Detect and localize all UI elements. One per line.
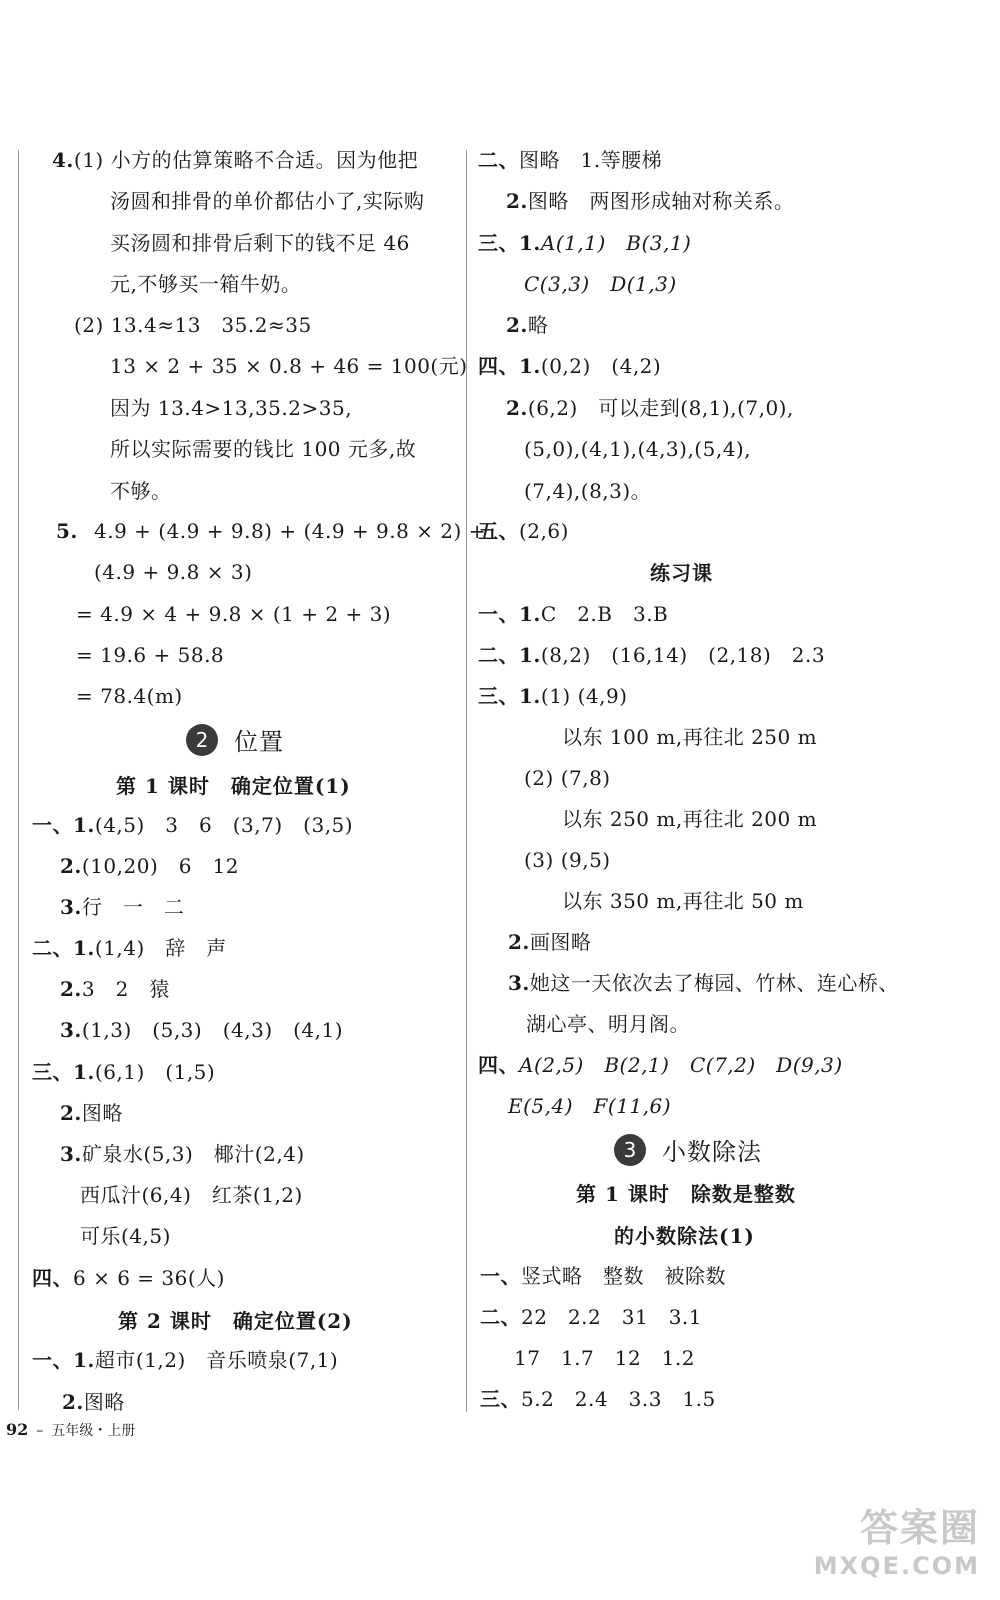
answer-label: 2. [506,189,528,213]
answer-text: 图略 [83,1390,125,1414]
answer-line [32,1058,215,1086]
answer-line [60,1099,123,1127]
answer-line [562,723,817,751]
answer-label: 5. [56,519,78,543]
answer-line [62,1388,125,1416]
answer-label: 2. [60,977,82,1001]
answer-text: 图略 1.等腰梯 [519,148,663,172]
lesson-title: 第 1 课时 除数是整数 [576,1182,796,1206]
site-watermark [814,1497,980,1580]
answer-line [76,682,183,710]
answer-line [60,1140,305,1168]
answer-line [60,852,239,880]
answer-text: 西瓜汁(6,4) 红茶(1,2) [80,1183,303,1207]
answer-label: 一、 [480,1264,521,1288]
watermark-logo: 答案圈 [859,1506,980,1550]
answer-text: (6,2) 可以走到(8,1),(7,0), [527,396,794,420]
answer-line [478,641,825,669]
answer-label: 3. [60,895,82,919]
answer-line [508,1092,671,1120]
answer-line [110,270,301,298]
answer-text: (1,4) 辞 声 [94,936,227,960]
lesson-title: 练习课 [650,561,713,585]
answer-line [32,1346,338,1374]
answer-line [524,477,651,505]
chapter-number-badge: 3 [614,1134,646,1166]
answer-label: 2. [60,1101,82,1125]
lesson-title: 第 1 课时 确定位置(1) [116,774,351,798]
answer-text: (5,0),(4,1),(4,3),(5,4), [524,437,752,461]
chapter-number-badge: 2 [186,724,218,756]
answer-line [32,934,227,962]
answer-label: 二、1. [32,936,95,960]
answer-line [478,146,662,174]
answer-text: 画图略 [529,930,592,954]
answer-line [514,1344,695,1372]
answer-text: 图略 两图形成轴对称关系。 [527,189,795,213]
answer-text: 13 × 2 + 35 × 0.8 + 46 = 100(元) [110,354,468,378]
answer-label: 一、1. [478,602,541,626]
answer-line [80,1181,303,1209]
answer-text: (7,4),(8,3)。 [524,479,652,503]
answer-text: 5.2 2.4 3.3 1.5 [521,1387,716,1411]
answer-label: 四、 [32,1266,73,1290]
answer-line [80,1222,171,1250]
watermark-url: MXQE.COM [813,1552,980,1580]
answer-text: (1,3) (5,3) (4,3) (4,1) [81,1018,344,1042]
answer-line [478,1051,843,1079]
answer-label: 四、 [478,1053,519,1077]
answer-line [506,394,794,422]
answer-text: C 2.B 3.B [540,602,669,626]
answer-text: 竖式略 整数 被除数 [521,1264,726,1288]
chapter-heading [614,1132,762,1167]
answer-line [60,975,170,1003]
answer-text: 以东 350 m,再往北 50 m [562,889,804,913]
answer-label: 4. [52,148,74,172]
lesson-title: 第 2 课时 确定位置(2) [118,1309,353,1333]
answer-line [110,229,410,257]
chapter-heading [186,722,284,757]
answer-label: 二、1. [478,643,541,667]
answer-line [526,1010,690,1038]
answer-label: 一、1. [32,813,95,837]
answer-line [110,435,416,463]
answer-text: (2,6) [519,519,569,543]
answer-label: 2. [508,930,530,954]
answer-line [524,846,611,874]
lesson-title-continued: 的小数除法(1) [614,1224,755,1248]
answer-line [480,1303,702,1331]
answer-label: 二、 [480,1305,521,1329]
answer-label: 2. [506,313,528,337]
footer-dash: – [36,1423,44,1439]
answer-label: 2. [506,396,528,420]
answer-text: 以东 250 m,再往北 200 m [562,807,818,831]
answer-text: 3 2 猿 [81,977,170,1001]
answer-line [94,558,252,586]
answer-line [562,805,817,833]
chapter-title: 小数除法 [662,1138,762,1166]
answer-text: A(2,5) B(2,1) C(7,2) D(9,3) [519,1053,843,1077]
answer-text: (2) 13.4≈13 35.2≈35 [74,313,312,337]
column-divider [466,150,467,1412]
answer-text: 17 1.7 12 1.2 [514,1346,696,1370]
answer-label: 三、1. [478,684,541,708]
answer-line [508,928,591,956]
answer-line [52,146,418,174]
answer-text: (1) (4,9) [540,684,628,708]
answer-line [478,229,691,257]
answer-text: = 19.6 + 58.8 [76,643,225,667]
chapter-title: 位置 [234,728,284,756]
answer-label: 五、 [478,519,519,543]
answer-text: (4,5) 3 6 (3,7) (3,5) [94,813,354,837]
answer-text: 可乐(4,5) [80,1224,171,1248]
answer-line [506,187,794,215]
answer-text: 行 一 二 [81,895,185,919]
answer-text: 买汤圆和排骨后剩下的钱不足 46 [110,231,410,255]
answer-text: C(3,3) D(1,3) [524,272,677,296]
answer-label: 三、1. [32,1060,95,1084]
answer-line [478,682,628,710]
answer-text: E(5,4) F(11,6) [508,1094,672,1118]
answer-label: 2. [62,1390,84,1414]
answer-text: 图略 [81,1101,123,1125]
answer-line [74,311,312,339]
answer-line [478,600,668,628]
page-number: 92 [6,1420,29,1439]
answer-text: = 4.9 × 4 + 9.8 × (1 + 2 + 3) [76,602,392,626]
answer-text: = 78.4(m) [76,684,183,708]
answer-line [60,893,184,921]
answer-text: 22 2.2 31 3.1 [521,1305,703,1329]
answer-line [110,394,352,422]
answer-line [76,600,391,628]
answer-text: 不够。 [110,479,172,503]
answer-line [32,811,353,839]
answer-text: 略 [527,313,549,337]
answer-line [110,352,468,380]
answer-line [478,352,661,380]
answer-line [562,887,804,915]
answer-line [524,435,751,463]
answer-line [508,969,899,997]
answer-text: 汤圆和排骨的单价都估小了,实际购 [110,189,425,213]
answer-line [478,517,569,545]
answer-line [56,517,486,545]
answer-text: 湖心亭、明月阁。 [526,1012,690,1036]
answer-text: (0,2) (4,2) [540,354,662,378]
answer-text: (4.9 + 9.8 × 3) [94,560,253,584]
answer-line [524,270,677,298]
answer-label: 三、 [480,1387,521,1411]
answer-text: 因为 13.4>13,35.2>35, [110,396,353,420]
answer-line [524,764,611,792]
answer-text: 矿泉水(5,3) 椰汁(2,4) [81,1142,305,1166]
answer-text: 超市(1,2) 音乐喷泉(7,1) [94,1348,339,1372]
answer-line [110,187,424,215]
answer-text: (2) (7,8) [524,766,611,790]
page-footer [6,1420,135,1440]
answer-label: 四、1. [478,354,541,378]
answer-text: A(1,1) B(3,1) [540,231,692,255]
answer-text: 所以实际需要的钱比 100 元多,故 [110,437,417,461]
answer-text: (8,2) (16,14) (2,18) 2.3 [540,643,826,667]
answer-line [60,1016,343,1044]
answer-line [110,477,172,505]
answer-label: 一、1. [32,1348,95,1372]
answer-label: 2. [60,854,82,878]
answer-line [506,311,548,339]
answer-text: 她这一天依次去了梅园、竹林、连心桥、 [529,971,899,995]
answer-label: 3. [60,1018,82,1042]
answer-label: 二、 [478,148,519,172]
answer-line [480,1385,716,1413]
answer-label: 3. [60,1142,82,1166]
answer-text: 4.9 + (4.9 + 9.8) + (4.9 + 9.8 × 2) + [94,519,486,543]
grade-label: 五年级・上册 [51,1423,136,1439]
answer-text: 以东 100 m,再往北 250 m [562,725,818,749]
answer-text: (6,1) (1,5) [94,1060,216,1084]
answer-label: 3. [508,971,530,995]
answer-line [480,1262,726,1290]
answer-text: (3) (9,5) [524,848,611,872]
left-margin-rule [18,150,19,1410]
answer-label: 三、1. [478,231,541,255]
answer-text: (10,20) 6 12 [81,854,239,878]
answer-line [76,641,224,669]
answer-line [32,1264,225,1292]
answer-text: (1) 小方的估算策略不合适。因为他把 [73,148,419,172]
answer-text: 6 × 6 = 36(人) [73,1266,225,1290]
answer-text: 元,不够买一箱牛奶。 [110,272,302,296]
